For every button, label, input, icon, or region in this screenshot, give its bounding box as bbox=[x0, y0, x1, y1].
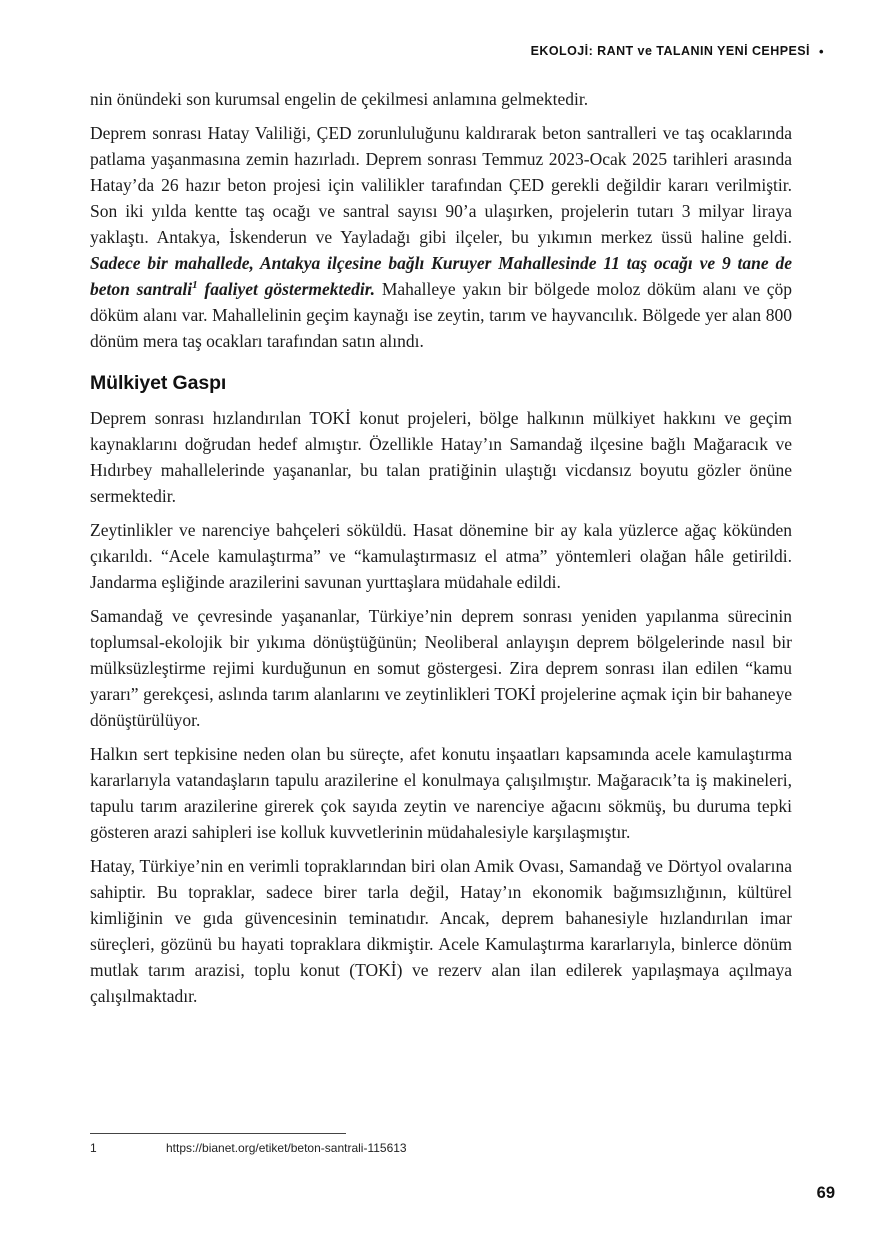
paragraph-halk-tepkisi: Halkın sert tepkisine neden olan bu süreçte, afet konutu inşaatları kapsamında acele kamulaştırma kararlarıyla vatandaşların tapulu arazilerine el konulmaya çalışılmıştır. Mağaracık’ta iş makineleri, tapulu tarım arazilerine girerek çok sayıda zeytin ve narenciye ağacını sökmüş, bu duruma tepki gösteren arazi sahipleri ise kolluk kuvvetlerinin müdahalesiyle karşılaşmıştır. bbox=[90, 744, 792, 842]
paragraph-ced-text-1: Deprem sonrası Hatay Valiliği, ÇED zorunluluğunu kaldırarak beton santralleri ve taş ocaklarında patlama yaşanmasına zemin hazırladı. Deprem sonrası Temmuz 2023-Ocak 2025 tarihleri arasında Hatay’da 26 hazır beton projesi için valilikler tarafından ÇED gerekli değildir kararı verilmiştir. Son iki yılda kentte taş ocağı ve santral sayısı 90’a ulaşırken, projelerin tutarı 3 milyar liraya yaklaştı. Antakya, İskenderun ve Yayladağı gibi ilçeler, bu yıkımın merkez üssü haline geldi. bbox=[90, 123, 792, 247]
footnote-reference: 1 bbox=[192, 279, 198, 292]
footnote-area bbox=[90, 1133, 792, 1155]
paragraph-ced-emphasis-1: Sadece bir mahallede, Antakya ilçesine bağlı Kuruyer Mahallesinde 11 taş ocağı ve 9 tane de beton santrali bbox=[90, 253, 792, 299]
paragraph-intro: nin önündeki son kurumsal engelin de çekilmesi anlamına gelmektedir. bbox=[90, 89, 589, 109]
paragraph-ced-text-2: Mahalleye yakın bir bölgede moloz döküm alanı ve çöp döküm alanı var. Mahallelinin geçim kaynağı ise zeytin, tarım ve hayvancılık. Bölgede yer alan 800 dönüm mera taş ocakları tarafından satın alındı. bbox=[90, 279, 792, 351]
footnote bbox=[90, 1141, 792, 1155]
footnote-rule bbox=[90, 1133, 346, 1134]
running-header bbox=[531, 44, 824, 58]
footnote-marker: 1 bbox=[90, 1141, 97, 1155]
paragraph-toki: Deprem sonrası hızlandırılan TOKİ konut projeleri, bölge halkının mülkiyet hakkını ve geçim kaynaklarını doğrudan hedef almıştır. Özellikle Hatay’ın Samandağ ilçesine bağlı Mağaracık ve Hıdırbey mahallelerinde yaşananlar, bu talan pratiğinin ulaştığı vicdansız boyutu gözler önüne sermektedir. bbox=[90, 408, 792, 506]
page-body bbox=[90, 86, 792, 1017]
paragraph-zeytinlikler: Zeytinlikler ve narenciye bahçeleri söküldü. Hasat dönemine bir ay kala yüzlerce ağaç kökünden çıkarıldı. “Acele kamulaştırma” ve “kamulaştırmasız el atma” yöntemleri olağan hâle getirildi. Jandarma eşliğinde arazilerini savunan yurttaşlara müdahale edildi. bbox=[90, 520, 792, 592]
section-heading: Mülkiyet Gaspı bbox=[90, 372, 227, 394]
page-number: 69 bbox=[816, 1184, 835, 1202]
footnote-url: https://bianet.org/etiket/beton-santrali-115613 bbox=[166, 1141, 407, 1155]
running-header-title: EKOLOJİ: RANT ve TALANIN YENİ CEHPESİ bbox=[530, 44, 810, 58]
paragraph-hatay-topraklar: Hatay, Türkiye’nin en verimli topraklarından biri olan Amik Ovası, Samandağ ve Dörtyol ovalarına sahiptir. Bu topraklar, sadece birer tarla değil, Hatay’ın ekonomik bağımsızlığının, kültürel kimliğinin ve gıda güvencesinin teminatıdır. Ancak, deprem bahanesiyle hızlandırılan imar süreçleri, gözünü bu hayati topraklara dikmiştir. Acele Kamulaştırma kararlarıyla, binlerce dönüm mutlak tarım arazisi, toplu konut (TOKİ) ve rezerv alan ilan edilerek yapılaşmaya açılmaya çalışılmaktadır. bbox=[90, 856, 792, 1006]
paragraph-ced bbox=[90, 120, 792, 354]
paragraph-samandag: Samandağ ve çevresinde yaşananlar, Türkiye’nin deprem sonrası yeniden yapılanma sürecinin toplumsal-ekolojik bir yıkıma dönüştüğünün; Neoliberal anlayışın deprem bölgelerinde nasıl bir mülksüzleştirme rejimi kurduğunun en somut göstergesi. Zira deprem sonrası ilan edilen “kamu yararı” gerekçesi, aslında tarım alanlarını ve zeytinlikleri TOKİ projelerine açmak için bir bahaneye dönüştürülüyor. bbox=[90, 606, 792, 730]
paragraph-ced-emphasis-2: faaliyet göstermektedir. bbox=[197, 279, 376, 299]
header-bullet-icon: • bbox=[818, 43, 824, 59]
